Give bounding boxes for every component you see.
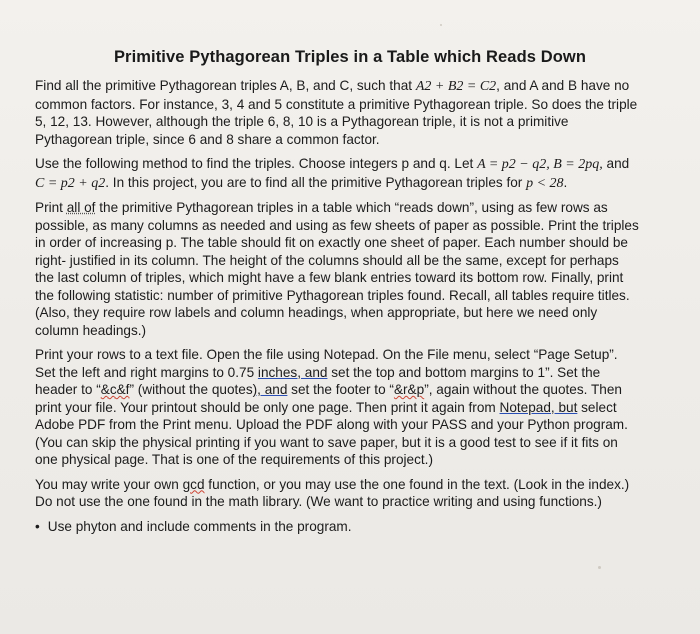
text-run: Print — [35, 200, 67, 215]
underlined-text: inches, and — [257, 364, 328, 380]
text-run: Use the following method to find the triples. Choose integers p and q. Let — [35, 156, 478, 171]
bullet-icon: • — [35, 518, 40, 534]
paragraph-table-requirements — [35, 199, 665, 339]
text-line: Adobe PDF from the Print menu. Upload the PDF along with your PASS and your Python program. — [35, 417, 628, 432]
text-line: 5, 12, 13. However, although the triple 6, 8, 10 is a Pythagorean triple, it is not a primitive — [35, 114, 569, 129]
text-run: ”, again without the quotes. Then — [424, 382, 622, 397]
note-text: Use phyton and include comments in the program. — [47, 518, 352, 534]
text-run: . — [563, 174, 568, 190]
spellcheck-text: &c&f — [100, 382, 130, 397]
text-line: common factors. For instance, 3, 4 and 5 constitute a primitive Pythagorean triple. So does the triple — [35, 96, 638, 112]
text-line — [35, 155, 665, 174]
text-line: Print your rows to a text file. Open the file using Notepad. On the File menu, select “Page Setup”. — [35, 347, 618, 362]
text-run: Set the left and right margins to 0.75 — [35, 364, 258, 380]
spellcheck-text: &r&p — [393, 382, 425, 397]
equation: A2 + B2 = C2 — [415, 79, 497, 94]
text-run: the primitive Pythagorean triples in a table which “reads down”, using as few rows as — [95, 200, 608, 215]
equation: C = p2 + q2 — [35, 175, 106, 191]
spellcheck-text: gcd — [182, 476, 205, 492]
paper-speck — [598, 566, 601, 569]
paper-speck — [440, 24, 442, 26]
text-line — [35, 364, 665, 382]
text-run: header to “ — [35, 382, 101, 397]
underlined-text: ), and — [252, 382, 288, 397]
text-line: (You can skip the physical printing if you want to save paper, but it is a good test to see if it fits on — [35, 434, 618, 450]
text-line: one physical page. That is one of the requirements of this project.) — [35, 452, 433, 467]
document-body — [35, 77, 665, 542]
underlined-text: all of — [66, 200, 96, 215]
text-run: ” (without the quotes — [129, 382, 253, 397]
handwritten-note — [35, 518, 665, 536]
text-run: and — [602, 156, 630, 171]
text-line — [35, 399, 665, 417]
text-line: right- justified in its column. The height of the columns should all be the same, except for perhaps — [35, 252, 619, 268]
text-line: (Also, they require row labels and column headings, when appropriate, but here we need only — [35, 305, 598, 320]
text-run: print your file. Your printout should be only one page. Then print it again from — [35, 399, 500, 415]
text-run: Find all the primitive Pythagorean triples A, B, and C, such that — [35, 78, 416, 93]
text-line: Pythagorean triple, since 6 and 8 share a common factor. — [35, 131, 380, 147]
paragraph-method — [35, 155, 665, 192]
page-title: Primitive Pythagorean Triples in a Table which Reads Down — [113, 48, 587, 66]
paragraph-gcd — [35, 476, 665, 511]
text-line: in order of increasing p. The table should fit on exactly one sheet of paper. Each number should be — [35, 235, 628, 250]
text-run: You may write your own — [35, 476, 183, 492]
text-run: select — [577, 399, 617, 415]
equation: p < 28 — [526, 175, 564, 191]
text-line — [35, 77, 665, 96]
text-line — [35, 476, 665, 494]
text-line: Do not use the one found in the math library. (We want to practice writing and using functions.) — [35, 494, 602, 509]
text-run: function, or you may use the one found in the text. (Look in the index.) — [204, 476, 630, 492]
paragraph-definition — [35, 77, 665, 148]
text-line — [35, 174, 665, 193]
text-line — [35, 199, 665, 217]
text-line — [35, 518, 665, 536]
text-run: set the footer to “ — [287, 382, 394, 397]
text-run: set the top and bottom margins to 1”. Set the — [327, 364, 601, 380]
text-run: , and A and B have no — [496, 78, 630, 93]
text-run: . In this project, you are to find all the primitive Pythagorean triples for — [105, 174, 527, 190]
paragraph-printing — [35, 346, 665, 469]
text-line: the last column of triples, which might have a few blank entries toward its bottom row. Finally, print — [35, 270, 624, 285]
underlined-text: Notepad, but — [499, 399, 578, 415]
text-line: possible, as many columns as needed and using as few sheets of paper as possible. Print the triples — [35, 217, 639, 233]
text-line: column headings.) — [35, 322, 147, 338]
text-line — [35, 381, 665, 399]
text-line: the following statistic: number of primitive Pythagorean triples found. Recall, all tables require titles. — [35, 287, 630, 303]
equation: A = p2 − q2, B = 2pq, — [477, 157, 603, 172]
